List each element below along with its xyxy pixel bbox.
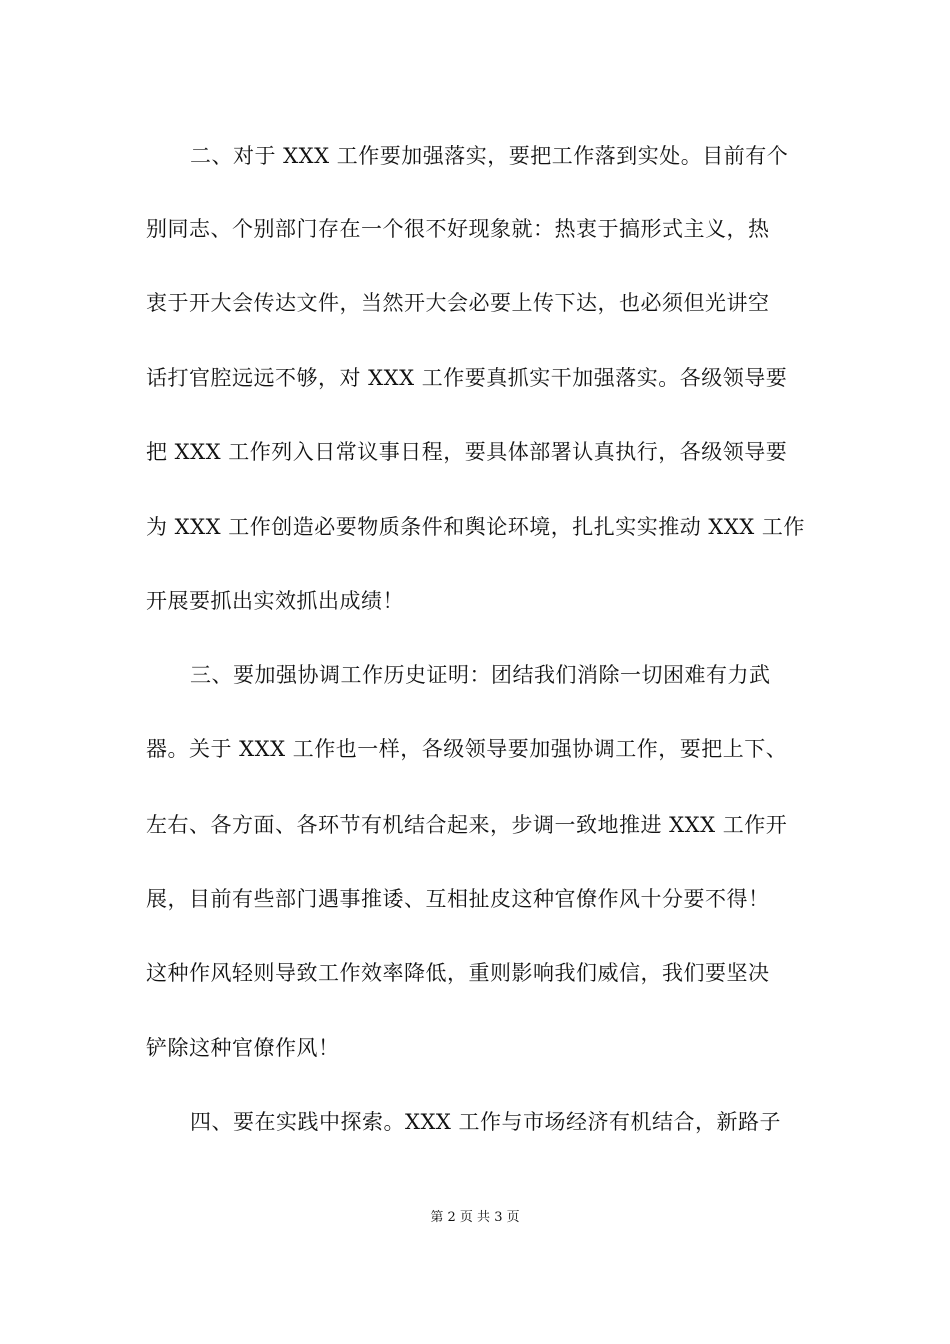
paragraph-3-line-1: 三、要加强协调工作历史证明：团结我们消除一切困难有力武 (190, 663, 771, 687)
paragraph-2-line-5: 把 XXX 工作列入日常议事日程，要具体部署认真执行，各级领导要 (146, 440, 788, 464)
paragraph-2-line-6: 为 XXX 工作创造必要物质条件和舆论环境，扎扎实实推动 XXX 工作 (146, 515, 805, 539)
paragraph-2-line-1: 二、对于 XXX 工作要加强落实，要把工作落到实处。目前有个 (190, 144, 789, 168)
paragraph-2-line-7: 开展要抓出实效抓出成绩！ (146, 589, 404, 613)
page-number-footer: 第 2 页 共 3 页 (430, 1210, 520, 1225)
paragraph-4-line-1: 四、要在实践中探索。XXX 工作与市场经济有机结合，新路子 (190, 1110, 782, 1134)
paragraph-2-line-4: 话打官腔远远不够，对 XXX 工作要真抓实干加强落实。各级领导要 (146, 366, 788, 390)
paragraph-3-line-4: 展，目前有些部门遇事推诿、互相扯皮这种官僚作风十分要不得！ (146, 887, 770, 911)
paragraph-2-line-3: 衷于开大会传达文件，当然开大会必要上传下达，也必须但光讲空 (146, 291, 770, 315)
paragraph-3-line-3: 左右、各方面、各环节有机结合起来，步调一致地推进 XXX 工作开 (146, 813, 788, 837)
paragraph-3-line-5: 这种作风轻则导致工作效率降低，重则影响我们威信，我们要坚决 (146, 961, 770, 985)
paragraph-2-line-2: 别同志、个别部门存在一个很不好现象就：热衷于搞形式主义，热 (146, 217, 770, 241)
paragraph-3-line-2: 器。关于 XXX 工作也一样，各级领导要加强协调工作，要把上下、 (146, 737, 788, 761)
paragraph-3-line-6: 铲除这种官僚作风！ (146, 1036, 340, 1060)
